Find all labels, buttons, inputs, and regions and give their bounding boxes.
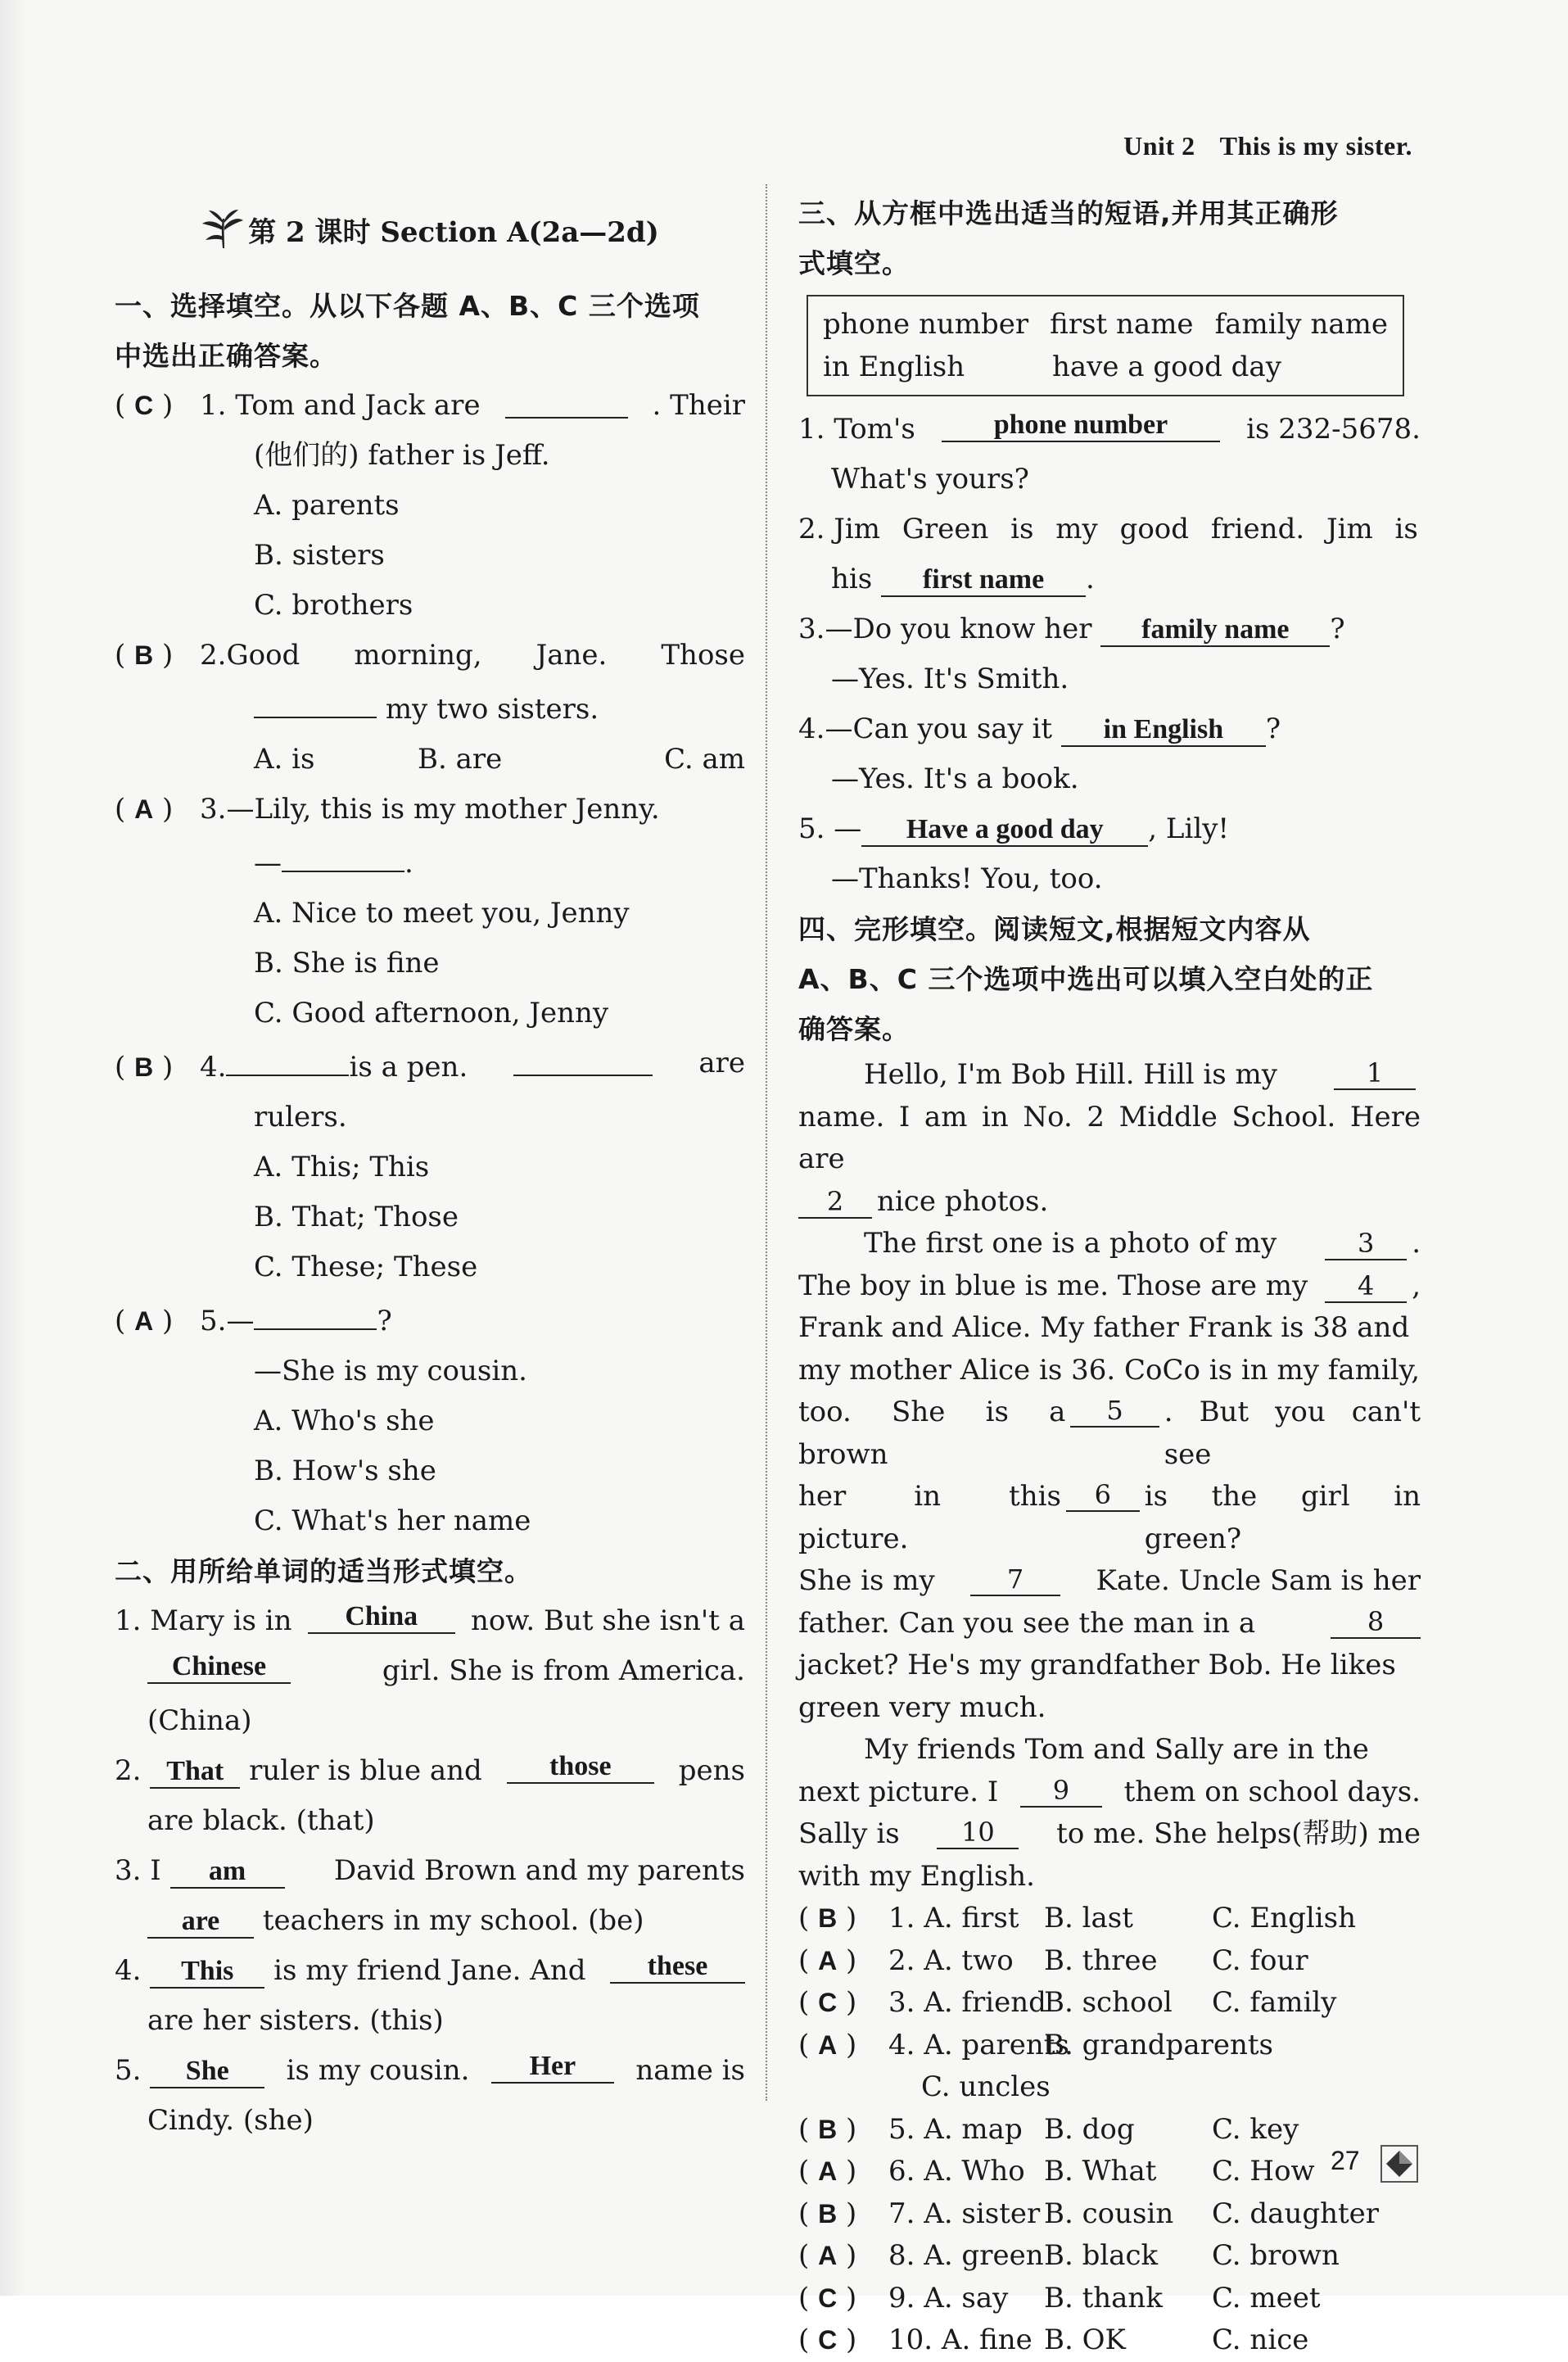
cloze-passage: Hello, I'm Bob Hill. Hill is my 1 name. I am in No. 2 Middle School. Here are 2 nice photos. The first one is a photo of my 3 . The boy in blue is me. Those are my 4 , Frank and Alice. My father Frank is 38 and my mother Alice is 36. CoCo is in my family, too. She is a brown 5 . But you can't see her in this picture. 6 is the girl in green? She is my 7 Kate. Uncle Sam is her father. Can you see the man in a 8 jacket? He's my grandfather Bob. He likes green very much. My friends Tom and Sally are in the next picture. I 9 them on school days. Sally is 10 to me. She helps(帮助) me with my English. xyxy=(798,1054,1421,1898)
s3-q2-blank[interactable]: first name xyxy=(881,559,1086,597)
s1-q2-option-c: C. am xyxy=(664,743,745,776)
s2-q2: 2. That ruler is blue and those pens xyxy=(115,1746,745,1796)
page-header xyxy=(1123,131,1412,161)
s2-q3-blank-1[interactable]: am xyxy=(170,1851,285,1889)
cloze-option-row: ( B ) 7. A. sister B. cousin C. daughter xyxy=(798,2197,1380,2230)
cloze-blank-10[interactable]: 10 xyxy=(937,1813,1019,1849)
s1-q2: ( B ) 2.Good morning, Jane. Those xyxy=(115,639,745,672)
s3-q1: 1. Tom's phone number is 232-5678. xyxy=(798,405,1421,455)
s1-q1-option-a: A. parents xyxy=(254,489,400,522)
phrase-box xyxy=(807,295,1404,396)
s1-q4-option-c: C. These; These xyxy=(254,1251,478,1283)
section-2-heading: 二、用所给单词的适当形式填空。 xyxy=(115,1555,532,1587)
s1-q2-blank[interactable] xyxy=(254,681,377,718)
s3-q4-line2: —Yes. It's a book. xyxy=(831,762,1079,795)
s1-q4-blank-2[interactable] xyxy=(513,1038,653,1076)
s1-q2-option-a: A. is xyxy=(254,743,315,776)
phrase-item: family name xyxy=(1214,308,1388,341)
s3-q5: 5. — Have a good day , Lily! xyxy=(798,804,1421,854)
diamond-icon xyxy=(1380,2144,1419,2183)
cloze-blank-7[interactable]: 7 xyxy=(970,1560,1060,1596)
section-4-heading-line3: 确答案。 xyxy=(798,1013,910,1045)
s1-q5-option-c: C. What's her name xyxy=(254,1505,531,1537)
phrase-item: have a good day xyxy=(1052,351,1281,383)
s3-q4-blank[interactable]: in English xyxy=(1061,709,1266,747)
s1-q5-answer: A xyxy=(134,1306,154,1336)
s2-q1: 1. Mary is in China now. But she isn't a xyxy=(115,1596,745,1646)
cloze-blank-3[interactable]: 3 xyxy=(1325,1224,1407,1260)
page-number: 27 xyxy=(1331,2146,1360,2175)
s1-q3-line2: — . xyxy=(115,835,745,889)
s1-q1-line2: (他们的) father is Jeff. xyxy=(254,439,550,472)
left-column xyxy=(115,188,745,2146)
s1-q2-option-b: B. are xyxy=(418,743,503,776)
cloze-options xyxy=(798,1898,1421,2362)
s3-q3: 3.—Do you know her family name ? xyxy=(798,604,1421,654)
s1-q1-blank[interactable] xyxy=(505,381,628,419)
s2-q4-line2: are her sisters. (this) xyxy=(147,2004,444,2037)
s1-q2-answer: B xyxy=(134,640,154,670)
cloze-option-row: C. uncles xyxy=(921,2070,1051,2103)
s2-q2-blank-2[interactable]: those xyxy=(507,1746,654,1784)
s2-q4-blank-1[interactable]: This xyxy=(150,1951,264,1989)
s1-q3-option-b: B. She is fine xyxy=(254,947,440,980)
lesson-title xyxy=(115,209,745,250)
s1-q1-option-c: C. brothers xyxy=(254,589,413,622)
lesson-title-text: 第 2 课时 Section A(2a—2d) xyxy=(248,215,659,249)
s1-q5-blank[interactable] xyxy=(254,1292,377,1330)
right-column xyxy=(798,188,1421,2362)
s1-q1-option-b: B. sisters xyxy=(254,539,385,572)
s3-q3-line2: —Yes. It's Smith. xyxy=(831,663,1069,695)
cloze-blank-6[interactable]: 6 xyxy=(1066,1476,1140,1512)
s2-q1-blank-2[interactable]: Chinese xyxy=(147,1646,291,1684)
s1-q5-line2: —She is my cousin. xyxy=(254,1355,527,1387)
s3-q2: 2. Jim Green is my good friend. Jim is xyxy=(798,513,1418,545)
s3-q3-blank[interactable]: family name xyxy=(1100,609,1330,647)
s3-q2-line2: his first name . xyxy=(798,554,1421,604)
s2-q3-line2: are teachers in my school. (be) xyxy=(115,1896,745,1946)
s1-q5-option-b: B. How's she xyxy=(254,1455,436,1487)
phrase-item: first name xyxy=(1050,308,1194,341)
phrase-item: in English xyxy=(823,351,965,383)
page-edge-shadow xyxy=(0,0,26,2296)
cloze-option-row: ( C ) 10. A. fine B. OK C. nice xyxy=(798,2324,1309,2356)
s1-q4-option-a: A. This; This xyxy=(254,1151,430,1183)
s1-q4-answer: B xyxy=(134,1052,154,1082)
s2-q2-blank-1[interactable]: That xyxy=(150,1751,240,1789)
cloze-blank-8[interactable]: 8 xyxy=(1331,1603,1421,1639)
cloze-option-row: ( C ) 9. A. say B. thank C. meet xyxy=(798,2281,1321,2314)
s1-q3-answer: A xyxy=(134,794,154,824)
s1-q1-answer: C xyxy=(134,391,154,420)
cloze-option-row: ( B ) 5. A. map B. dog C. key xyxy=(798,2112,1299,2146)
s1-q1: ( C ) 1. Tom and Jack are . Their xyxy=(115,381,745,431)
s1-q4: ( B ) 4. is a pen. are xyxy=(115,1038,745,1093)
s2-q5-blank-1[interactable]: She xyxy=(150,2051,264,2088)
cloze-blank-9[interactable]: 9 xyxy=(1020,1772,1102,1808)
cloze-option-row: ( B ) 1. A. first B. last C. English xyxy=(798,1902,1356,1934)
s1-q4-option-b: B. That; Those xyxy=(254,1201,459,1233)
section-4-heading-line1: 四、完形填空。阅读短文,根据短文内容从 xyxy=(798,913,1311,945)
section-4-heading-line2: A、B、C 三个选项中选出可以填入空白处的正 xyxy=(798,963,1374,995)
cloze-option-row: ( A ) 8. A. green B. black C. brown xyxy=(798,2239,1340,2272)
section-1-heading-line1: 一、选择填空。从以下各题 A、B、C 三个选项 xyxy=(115,290,700,322)
s3-q1-line2: What's yours? xyxy=(831,463,1029,495)
cloze-blank-5[interactable]: 5 xyxy=(1070,1391,1159,1428)
s2-q2-line2: are black. (that) xyxy=(147,1804,375,1837)
s1-q3: ( A ) 3.—Lily, this is my mother Jenny. xyxy=(115,793,660,826)
header-title: This is my sister. xyxy=(1219,131,1412,161)
s1-q2-line2: my two sisters. xyxy=(115,681,745,735)
s2-q3-blank-2[interactable]: are xyxy=(147,1901,254,1939)
s3-q1-blank[interactable]: phone number xyxy=(942,405,1220,442)
cloze-blank-1[interactable]: 1 xyxy=(1334,1054,1416,1090)
s3-q5-blank[interactable]: Have a good day xyxy=(861,809,1148,847)
s1-q4-blank-1[interactable] xyxy=(226,1038,349,1076)
s1-q5: ( A ) 5.— ? xyxy=(115,1292,745,1346)
s1-q3-option-c: C. Good afternoon, Jenny xyxy=(254,997,609,1029)
cloze-option-row: ( C ) 3. A. friend B. school C. family xyxy=(798,1986,1337,2019)
column-divider xyxy=(766,184,767,2101)
cloze-blank-4[interactable]: 4 xyxy=(1325,1267,1407,1303)
section-3-heading-line1: 三、从方框中选出适当的短语,并用其正确形 xyxy=(798,197,1339,229)
s2-q3: 3. I am David Brown and my parents xyxy=(115,1846,745,1896)
s1-q2-options xyxy=(115,735,745,785)
s2-q1-hint: (China) xyxy=(147,1704,252,1737)
s1-q5-option-a: A. Who's she xyxy=(254,1405,435,1437)
s1-q3-blank[interactable] xyxy=(282,835,404,872)
section-1-heading-line2: 中选出正确答案。 xyxy=(115,340,337,372)
s2-q5-blank-2[interactable]: Her xyxy=(491,2046,614,2084)
cloze-option-row: ( A ) 4. A. parents B. grandparents xyxy=(798,2028,1273,2061)
section-3-heading-line2: 式填空。 xyxy=(798,247,910,279)
cloze-option-row: ( A ) 2. A. two B. three C. four xyxy=(798,1943,1308,1977)
header-unit: Unit 2 xyxy=(1123,131,1195,161)
cloze-option-row: ( A ) 6. A. Who B. What C. How xyxy=(798,2155,1315,2188)
s2-q4-blank-2[interactable]: these xyxy=(610,1946,745,1984)
s3-q4: 4.—Can you say it in English ? xyxy=(798,704,1421,754)
s1-q4-line2: rulers. xyxy=(254,1101,347,1133)
s1-q3-option-a: A. Nice to meet you, Jenny xyxy=(254,897,630,930)
phrase-item: phone number xyxy=(823,308,1029,341)
s3-q5-line2: —Thanks! You, too. xyxy=(831,862,1103,895)
s2-q5: 5. She is my cousin. Her name is xyxy=(115,2046,745,2096)
cloze-blank-2[interactable]: 2 xyxy=(798,1183,872,1219)
s2-q1-blank-1[interactable]: China xyxy=(308,1596,455,1634)
leaf-sprig-icon xyxy=(201,209,245,250)
s2-q4: 4. This is my friend Jane. And these xyxy=(115,1946,745,1996)
s2-q5-line2: Cindy. (she) xyxy=(147,2104,314,2137)
s2-q1-line2: Chinese girl. She is from America. xyxy=(115,1646,745,1696)
